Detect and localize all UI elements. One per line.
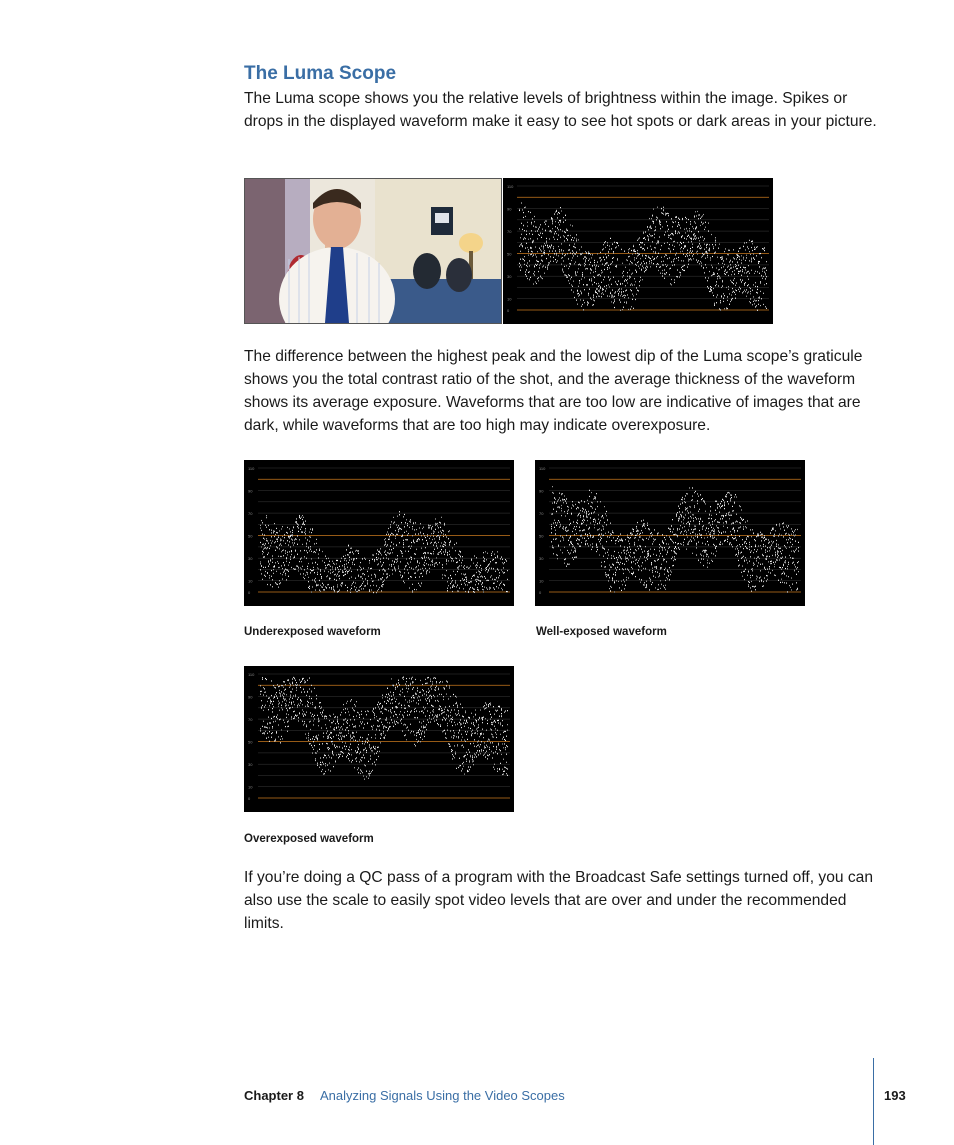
graticule-label: 50	[539, 533, 544, 539]
graticule-label: 10	[507, 296, 512, 302]
graticule-label: 30	[248, 762, 253, 768]
body-paragraph: The difference between the highest peak and the lowest dip of the Luma scope’s graticule shows you the total contrast ratio of the shot, and the average thickness of the waveform shows its average exposure. Waveforms that are too low are indicative of images that are dark, while waveforms that are too high may indicate overexposure.	[244, 348, 863, 434]
underexposed-waveform-scope	[244, 460, 514, 606]
graticule-label: 90	[248, 694, 253, 700]
graticule-label: 30	[539, 556, 544, 562]
graticule-label: 50	[248, 739, 253, 745]
section-title: The Luma Scope	[244, 63, 397, 84]
footer-chapter-title: Analyzing Signals Using the Video Scopes	[320, 1088, 565, 1103]
graticule-label: 30	[248, 556, 253, 562]
graticule-label: 90	[507, 206, 512, 212]
graticule-label: 50	[248, 533, 253, 539]
graticule-label: 110	[507, 184, 514, 189]
graticule-label: 70	[539, 511, 544, 517]
closing-paragraph: If you’re doing a QC pass of a program with the Broadcast Safe settings turned off, you can also use the scale to easily spot video levels that are over and under the recommended limits.	[244, 869, 874, 932]
graticule-label: 90	[248, 488, 253, 494]
graticule-label: 10	[248, 578, 253, 584]
underexposed-caption: Underexposed waveform	[244, 626, 381, 638]
intro-paragraph: The Luma scope shows you the relative levels of brightness within the image. Spikes or drops in the displayed waveform make it easy to see hot spots or dark areas in your picture.	[244, 90, 877, 130]
graticule-label: 30	[507, 274, 512, 280]
graticule-label: 90	[539, 488, 544, 494]
graticule-label: 50	[507, 251, 512, 257]
well-exposed-caption: Well-exposed waveform	[536, 626, 667, 638]
luma-scope-main	[503, 178, 773, 324]
footer-divider	[873, 1058, 874, 1145]
graticule-label: 0	[248, 796, 251, 801]
graticule-label: 10	[539, 578, 544, 584]
graticule-label: 10	[248, 784, 253, 790]
waveform-trace	[519, 202, 767, 310]
overexposed-waveform-scope	[244, 666, 514, 812]
graticule-label: 0	[248, 590, 251, 595]
graticule-label: 110	[539, 466, 546, 471]
graticule-label: 110	[248, 672, 255, 677]
overexposed-caption: Overexposed waveform	[244, 833, 374, 845]
video-frame-image	[244, 178, 502, 324]
graticule-label: 110	[248, 466, 255, 471]
graticule-label: 70	[248, 511, 253, 517]
graticule-label: 70	[507, 229, 512, 235]
page-number: 193	[884, 1088, 906, 1103]
graticule-label: 0	[507, 308, 510, 313]
graticule-label: 0	[539, 590, 542, 595]
well-exposed-waveform-scope	[535, 460, 805, 606]
graticule-label: 70	[248, 717, 253, 723]
footer-chapter-label: Chapter 8	[244, 1088, 304, 1103]
